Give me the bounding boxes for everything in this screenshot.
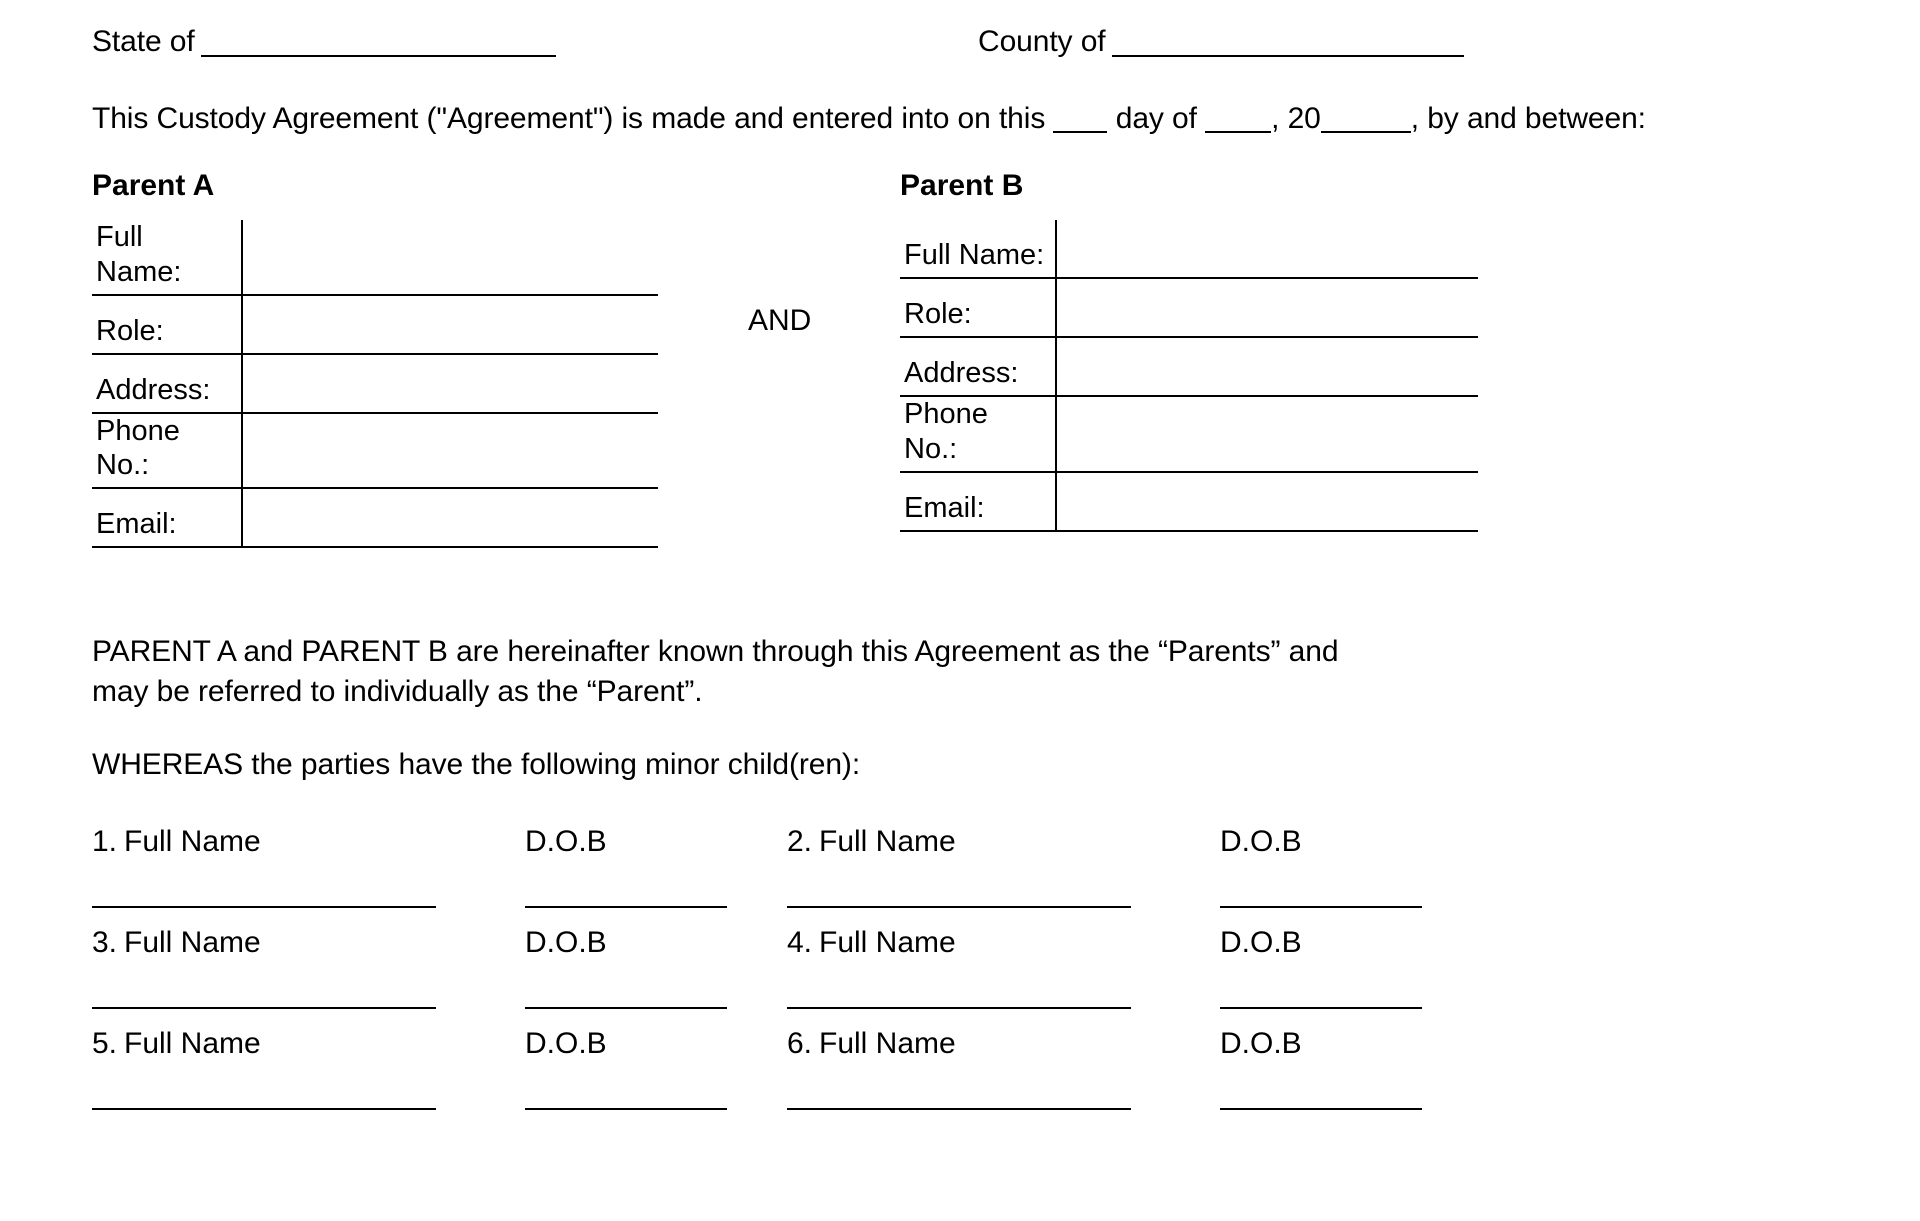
child-1-name-label-text: Full Name bbox=[124, 825, 261, 858]
child-5-name-label-text: Full Name bbox=[124, 1027, 261, 1060]
child-3-name-label bbox=[92, 925, 477, 961]
child-1-dob-input-blank[interactable] bbox=[525, 906, 727, 908]
whereas-paragraph: WHEREAS the parties have the following minor child(ren): bbox=[92, 748, 861, 781]
children-row-3 bbox=[92, 1026, 1482, 1110]
parent-a-full-name-value[interactable] bbox=[242, 220, 658, 295]
child-2-name-label-text: Full Name bbox=[819, 825, 956, 858]
child-6-name-label-text: Full Name bbox=[819, 1027, 956, 1060]
child-5-dob-input-blank[interactable] bbox=[525, 1108, 727, 1110]
child-5-number: 5. bbox=[92, 1027, 118, 1060]
child-2-name-label bbox=[787, 824, 1172, 860]
parent-b-full-name-value[interactable] bbox=[1056, 220, 1478, 278]
child-5-dob-label: D.O.B bbox=[525, 1027, 607, 1060]
child-2-name-input-blank[interactable] bbox=[787, 906, 1131, 908]
county-label: County of bbox=[978, 25, 1106, 58]
list-item bbox=[787, 1026, 1482, 1110]
and-conjunction-label: AND bbox=[748, 304, 812, 337]
year-input-blank[interactable] bbox=[1321, 131, 1411, 133]
children-row-1 bbox=[92, 824, 1482, 908]
child-6-number: 6. bbox=[787, 1027, 813, 1060]
table-row bbox=[900, 220, 1478, 278]
child-6-dob-label: D.O.B bbox=[1220, 1027, 1302, 1060]
list-item bbox=[92, 925, 787, 1009]
parent-b-title: Parent B bbox=[900, 169, 1024, 202]
parent-a-table bbox=[92, 220, 658, 548]
child-3-name-group bbox=[92, 925, 477, 1009]
child-6-dob-group bbox=[1220, 1026, 1422, 1110]
parent-b-role-value[interactable] bbox=[1056, 278, 1478, 337]
table-row bbox=[900, 337, 1478, 396]
child-4-name-label bbox=[787, 925, 1172, 961]
parent-a-role-value[interactable] bbox=[242, 295, 658, 354]
state-field bbox=[92, 22, 978, 62]
table-row bbox=[900, 396, 1478, 472]
list-item bbox=[92, 1026, 787, 1110]
child-3-dob-group bbox=[525, 925, 727, 1009]
child-4-name-input-blank[interactable] bbox=[787, 1007, 1131, 1009]
parent-a-address-value[interactable] bbox=[242, 354, 658, 413]
parent-b-block bbox=[900, 168, 1478, 532]
child-3-dob-input-blank[interactable] bbox=[525, 1007, 727, 1009]
parent-b-role-label: Role: bbox=[900, 278, 1056, 337]
parent-a-address-label: Address: bbox=[92, 354, 242, 413]
child-3-number: 3. bbox=[92, 926, 118, 959]
child-4-name-label-text: Full Name bbox=[819, 926, 956, 959]
jurisdiction-header bbox=[92, 22, 1832, 62]
child-5-name-label bbox=[92, 1026, 477, 1062]
list-item bbox=[92, 824, 787, 908]
day-input-blank[interactable] bbox=[1053, 131, 1107, 133]
child-4-dob-group bbox=[1220, 925, 1422, 1009]
parents-definition-paragraph: PARENT A and PARENT B are hereinafter known through this Agreement as the “Parents” and may be referred to individually as the “Parent”. bbox=[92, 635, 1347, 708]
child-1-name-group bbox=[92, 824, 477, 908]
child-1-name-label bbox=[92, 824, 477, 860]
child-3-name-label-text: Full Name bbox=[124, 926, 261, 959]
child-5-name-input-blank[interactable] bbox=[92, 1108, 436, 1110]
child-1-dob-group bbox=[525, 824, 727, 908]
child-5-dob-group bbox=[525, 1026, 727, 1110]
child-2-dob-label: D.O.B bbox=[1220, 825, 1302, 858]
child-2-dob-group bbox=[1220, 824, 1422, 908]
intro-text-after-day: day of bbox=[1115, 102, 1197, 135]
child-4-number: 4. bbox=[787, 926, 813, 959]
parent-b-phone-value[interactable] bbox=[1056, 396, 1478, 472]
child-5-name-group bbox=[92, 1026, 477, 1110]
table-row bbox=[92, 488, 658, 547]
month-input-blank[interactable] bbox=[1205, 131, 1271, 133]
child-1-dob-label: D.O.B bbox=[525, 825, 607, 858]
child-3-name-input-blank[interactable] bbox=[92, 1007, 436, 1009]
state-label: State of bbox=[92, 25, 195, 58]
intro-paragraph bbox=[92, 99, 1852, 139]
table-row bbox=[92, 413, 658, 489]
child-1-name-input-blank[interactable] bbox=[92, 906, 436, 908]
parent-a-full-name-label: Full Name: bbox=[92, 220, 242, 295]
county-input-blank[interactable] bbox=[1112, 55, 1464, 57]
table-row bbox=[92, 295, 658, 354]
parent-a-phone-label: Phone No.: bbox=[92, 413, 242, 489]
child-6-dob-input-blank[interactable] bbox=[1220, 1108, 1422, 1110]
intro-text-after-month: , 20 bbox=[1271, 102, 1321, 135]
child-6-name-group bbox=[787, 1026, 1172, 1110]
table-row bbox=[900, 472, 1478, 531]
child-4-dob-input-blank[interactable] bbox=[1220, 1007, 1422, 1009]
intro-text-end: , by and between: bbox=[1410, 102, 1646, 135]
parent-b-full-name-label: Full Name: bbox=[900, 220, 1056, 278]
list-item bbox=[787, 824, 1482, 908]
parent-b-table bbox=[900, 220, 1478, 532]
parent-a-block bbox=[92, 168, 658, 548]
parent-b-address-label: Address: bbox=[900, 337, 1056, 396]
child-2-name-group bbox=[787, 824, 1172, 908]
child-6-name-input-blank[interactable] bbox=[787, 1108, 1131, 1110]
list-item bbox=[787, 925, 1482, 1009]
parent-a-phone-value[interactable] bbox=[242, 413, 658, 489]
table-row bbox=[92, 220, 658, 295]
table-row bbox=[900, 278, 1478, 337]
county-field bbox=[978, 22, 1832, 62]
child-4-dob-label: D.O.B bbox=[1220, 926, 1302, 959]
child-2-dob-input-blank[interactable] bbox=[1220, 906, 1422, 908]
child-6-name-label bbox=[787, 1026, 1172, 1062]
child-3-dob-label: D.O.B bbox=[525, 926, 607, 959]
child-1-number: 1. bbox=[92, 825, 118, 858]
state-input-blank[interactable] bbox=[201, 55, 556, 57]
intro-text-before-day: This Custody Agreement ("Agreement") is made and entered into on this bbox=[92, 102, 1046, 135]
child-2-number: 2. bbox=[787, 825, 813, 858]
parent-b-address-value[interactable] bbox=[1056, 337, 1478, 396]
parent-a-title: Parent A bbox=[92, 169, 215, 202]
parent-a-email-value[interactable] bbox=[242, 488, 658, 547]
parent-b-email-value[interactable] bbox=[1056, 472, 1478, 531]
children-row-2 bbox=[92, 925, 1482, 1009]
children-list bbox=[92, 824, 1482, 1127]
child-4-name-group bbox=[787, 925, 1172, 1009]
table-row bbox=[92, 354, 658, 413]
parent-a-email-label: Email: bbox=[92, 488, 242, 547]
parent-a-role-label: Role: bbox=[92, 295, 242, 354]
parent-b-phone-label: Phone No.: bbox=[900, 396, 1056, 472]
parent-b-email-label: Email: bbox=[900, 472, 1056, 531]
